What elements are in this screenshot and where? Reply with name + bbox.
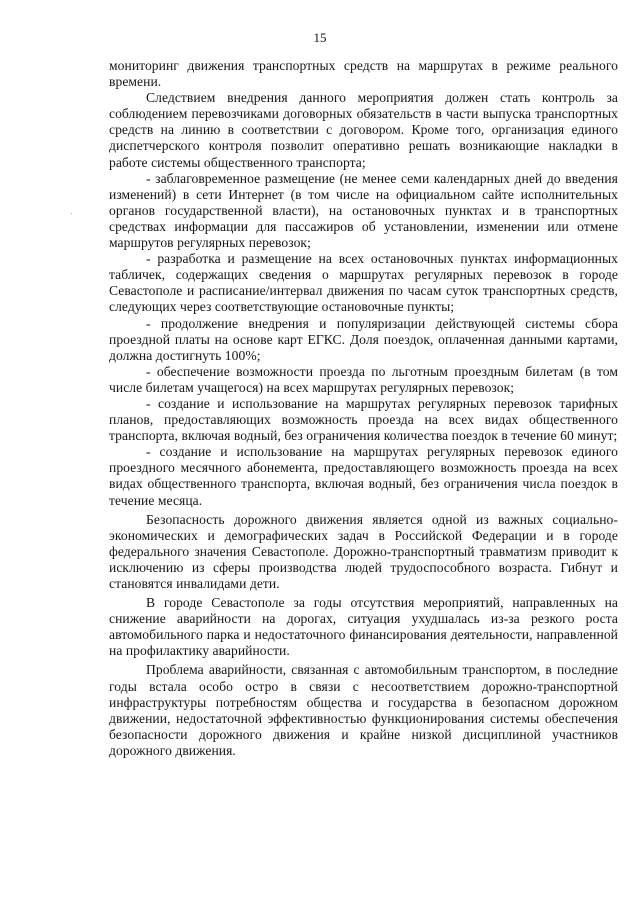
paragraph-problem: Проблема аварийности, связанная с автомобильным транспортом, в последние годы встала особо остро в связи с несоответствием дорожно-транспортной инфраструктуры потребностям общества и государства в безопасном дорожном движении, недостаточной эффективностью функционирования системы обеспечения безопасности дорожного движения и крайне низкой дисциплиной участников дорожного движения. [109, 662, 618, 758]
page-number: 15 [313, 30, 327, 45]
list-item-monthly-pass: - создание и использование на маршрутах регулярных перевозок единого проездного месячного абонемента, предоставляющего возможность проезда на всех видах общественного транспорта, включая водный, без ограничения числа поездок в течение месяца. [109, 444, 618, 508]
list-item-info-signs: - разработка и размещение на всех остановочных пунктах информационных табличек, содержащих сведения о маршрутах регулярных перевозок в городе Севастополе и расписание/интервал движения по часам суток транспортных средств, следующих через соответствующие остановочные пункты; [109, 251, 618, 315]
list-item-advance-notice: - заблаговременное размещение (не менее семи календарных дней до введения изменений) в сети Интернет (в том числе на официальном сайте исполнительных органов государственной власти), на остановочных пунктах и в транспортных средствах информации для пассажиров об установлении, изменении или отмене маршрутов регулярных перевозок; [109, 170, 618, 251]
paragraph-continuation: мониторинг движения транспортных средств на маршрутах в режиме реального времени. [109, 58, 618, 90]
list-item-egks-cards: - продолжение внедрения и популяризации действующей системы сбора проездной платы на основе карт ЕГКС. Доля поездок, оплаченная данными картами, должна достигнуть 100%; [109, 315, 618, 363]
list-item-tariff-plans: - создание и использование на маршрутах регулярных перевозок тарифных планов, предоставляющих возможность проезда на всех видах общественного транспорта, включая водный, без ограничения количества поездок в течение 60 минут; [109, 395, 618, 444]
paragraph-road-safety: Безопасность дорожного движения является одной из важных социально-экономических и демографических задач в Российской Федерации и в городе федерального значения Севастополе. Дорожно-транспортный травматизм приводит к исключению из сферы производства людей трудоспособного возраста. Гибнут и становятся инвалидами дети. [109, 511, 618, 591]
document-body [109, 58, 618, 759]
margin-mark: · [70, 208, 73, 218]
list-item-discount-tickets: - обеспечение возможности проезда по льготным проездным билетам (в том числе билетам учащегося) на всех маршрутах регулярных перевозок; [109, 363, 618, 395]
paragraph-accident-rate: В городе Севастополе за годы отсутствия мероприятий, направленных на снижение аварийности на дорогах, ситуация ухудшалась из-за резкого роста автомобильного парка и недостаточного финансирования деятельности, направленной на профилактику аварийности. [109, 595, 618, 659]
paragraph-consequence: Следствием внедрения данного мероприятия должен стать контроль за соблюдением перевозчиками договорных обязательств в части выпуска транспортных средств на линию в соответствии с договором. Кроме того, организация единого диспетчерского контроля позволит оперативно решать возникающие накладки в работе системы общественного транспорта; [109, 90, 618, 170]
